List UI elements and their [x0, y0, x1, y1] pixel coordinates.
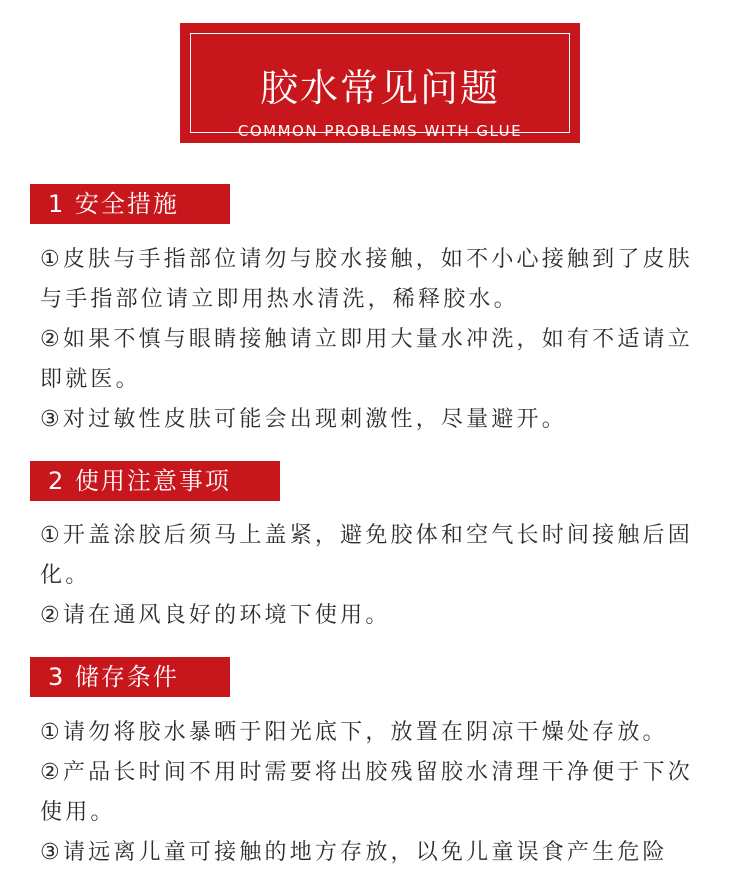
page-title: 胶水常见问题: [259, 66, 500, 110]
safety-item-3: ③对过敏性皮肤可能会出现刺激性，尽量避开。: [40, 407, 567, 432]
safety-item-1: ①皮肤与手指部位请勿与胶水接触，如不小心接触到了皮肤与手指部位请立即用热水清洗，稀释胶水。: [40, 247, 693, 312]
section-heading-usage: 2 使用注意事项: [30, 461, 280, 501]
usage-item-2: ②请在通风良好的环境下使用。: [40, 603, 391, 628]
title-banner: [180, 23, 580, 143]
storage-item-3: ③请远离儿童可接触的地方存放，以免儿童误食产生危险: [40, 840, 668, 865]
section-heading-safety: 1 安全措施: [30, 184, 230, 224]
storage-item-2: ②产品长时间不用时需要将出胶残留胶水清理干净便于下次使用。: [40, 760, 693, 825]
section-heading-storage: 3 储存条件: [30, 657, 230, 697]
usage-item-1: ①开盖涂胶后须马上盖紧，避免胶体和空气长时间接触后固化。: [40, 523, 693, 588]
storage-item-1: ①请勿将胶水暴晒于阳光底下，放置在阴凉干燥处存放。: [40, 720, 668, 745]
safety-item-2: ②如果不慎与眼睛接触请立即用大量水冲洗，如有不适请立即就医。: [40, 327, 693, 392]
page-subtitle: COMMON PROBLEMS WITH GLUE: [237, 122, 523, 140]
